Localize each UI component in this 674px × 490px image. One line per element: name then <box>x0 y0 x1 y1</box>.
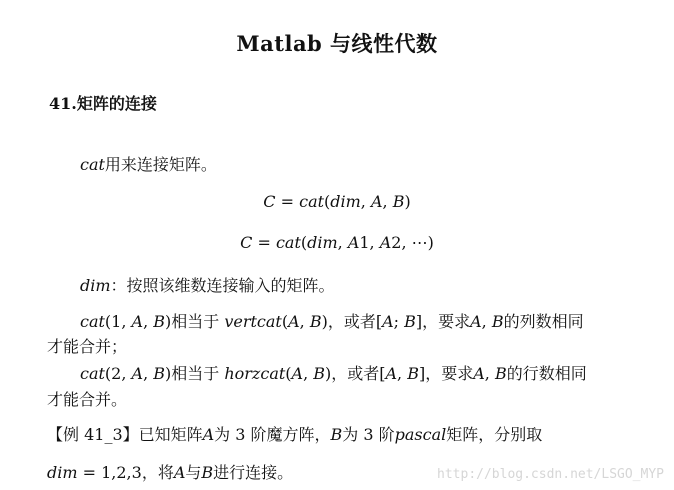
paragraph-horzcat: 𝑐𝑎𝑡(2, 𝐴, 𝐵)相当于 ℎ𝑜𝑟𝑧𝑐𝑎𝑡(𝐴, 𝐵)，或者[𝐴, 𝐵]，要求𝐴, 𝐵的行数相同 <box>80 364 587 383</box>
equation-1: 𝐶 = 𝑐𝑎𝑡(𝑑𝑖𝑚, 𝐴, 𝐵) <box>263 192 411 211</box>
paragraph-vertcat: 𝑐𝑎𝑡(1, 𝐴, 𝐵)相当于 𝑣𝑒𝑟𝑡𝑐𝑎𝑡(𝐴, 𝐵)，或者[𝐴; 𝐵]，要求𝐴, 𝐵的列数相同 <box>80 312 584 331</box>
paragraph-vertcat-cont: 才能合并； <box>47 337 128 356</box>
watermark: http://blog.csdn.net/LSGO_MYP <box>437 467 664 482</box>
section-heading: 41.矩阵的连接 <box>49 94 157 113</box>
equation-2: 𝐶 = 𝑐𝑎𝑡(𝑑𝑖𝑚, 𝐴1, 𝐴2, ⋯) <box>240 233 434 252</box>
paragraph-dim: 𝑑𝑖𝑚：按照该维数连接输入的矩阵。 <box>80 276 335 295</box>
example-line-1: 【例 41_3】已知矩阵𝐴为 3 阶魔方阵，𝐵为 3 阶𝑝𝑎𝑠𝑐𝑎𝑙矩阵，分别取 <box>47 425 543 444</box>
page-title: Matlab 与线性代数 <box>236 31 438 56</box>
paragraph-horzcat-cont: 才能合并。 <box>47 390 128 409</box>
paragraph-cat-intro: 𝑐𝑎𝑡用来连接矩阵。 <box>80 155 217 174</box>
example-line-2: 𝑑𝑖𝑚 = 1,2,3，将𝐴与𝐵进行连接。 <box>47 463 294 482</box>
